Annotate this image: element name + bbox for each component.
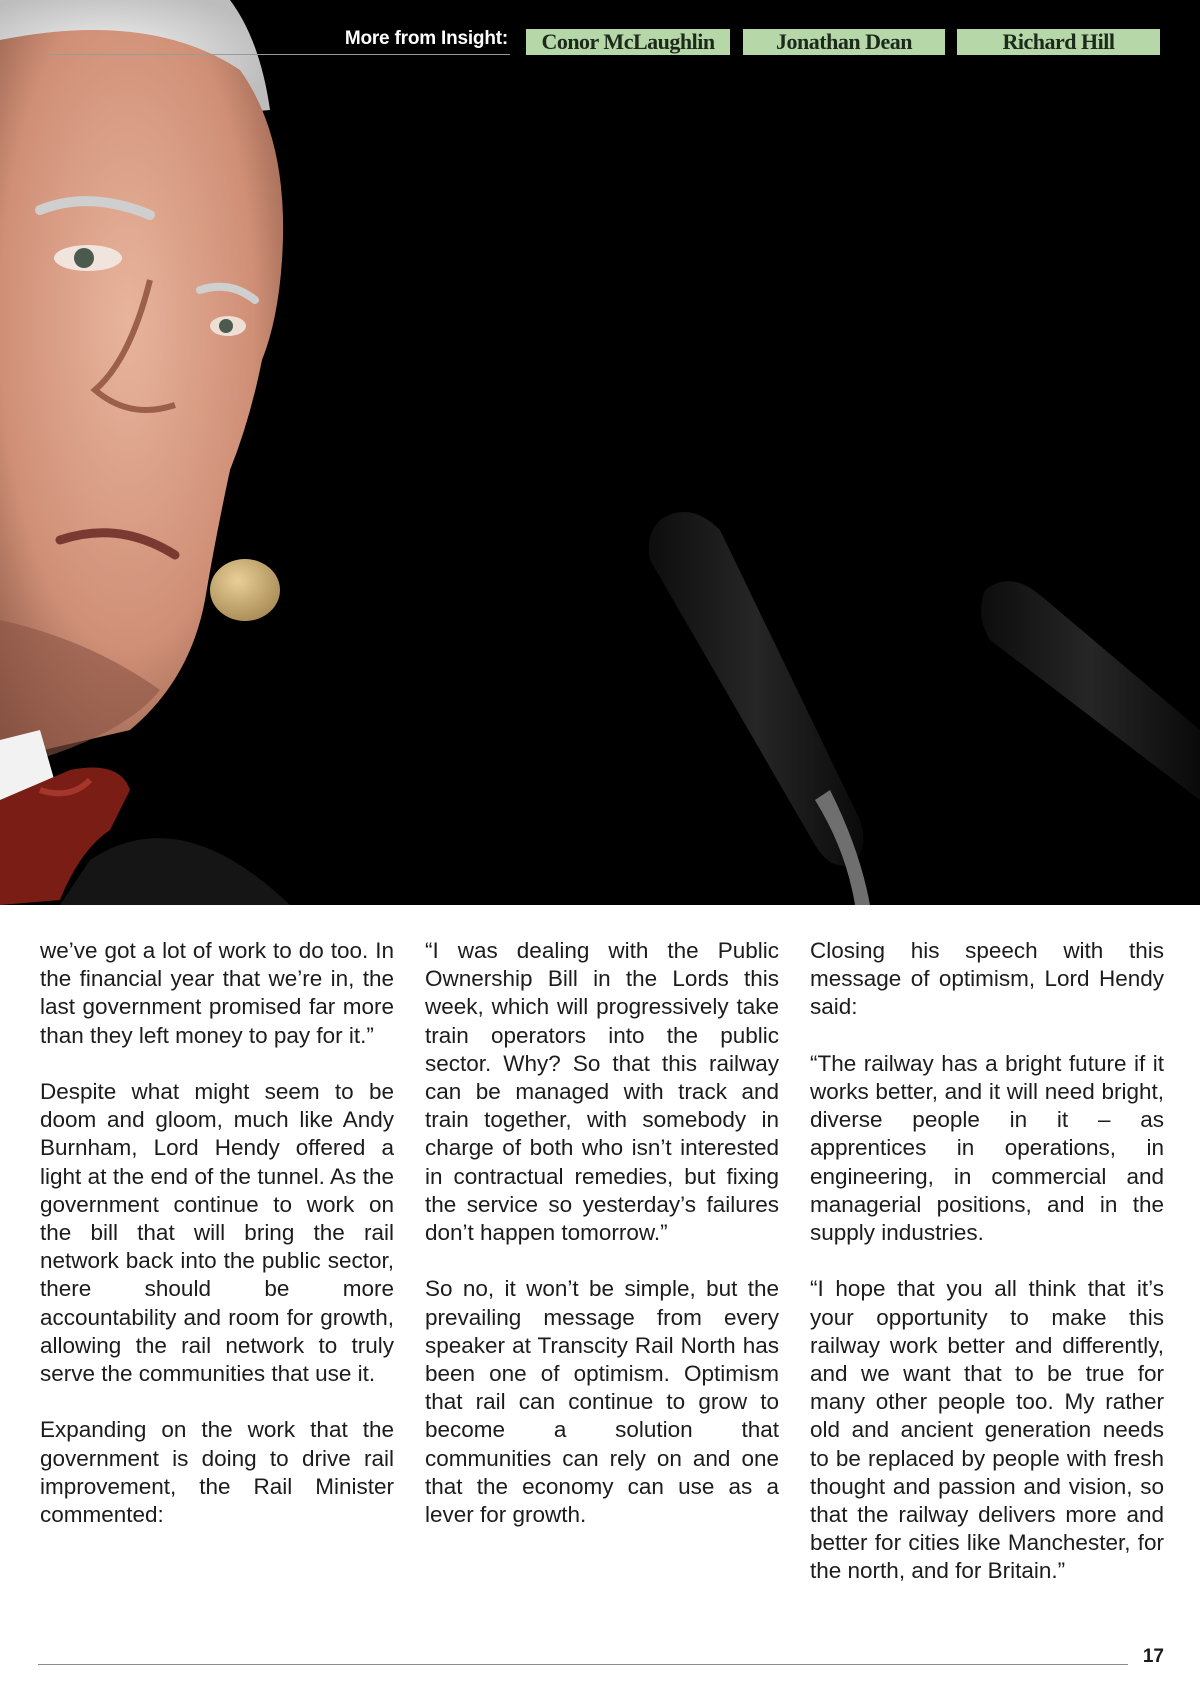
paragraph: “I was dealing with the Public Ownership Bill in the Lords this week, which will progressively take train operators into the public sector. Why? So that this railway can be managed with track and train together, with somebody in charge of both who isn’t interested in contractual remedies, but fixing the service so yesterday’s failures don’t happen tomorrow.”	[425, 938, 779, 1246]
paragraph: “The railway has a bright future if it works better, and it will need bright, diverse people in it – as apprentices in operations, in engineering, in commercial and managerial positions, and in the supply industries.	[810, 1050, 1164, 1246]
article-column-2	[425, 937, 779, 1557]
footer-divider	[38, 1664, 1128, 1665]
paragraph: Despite what might seem to be doom and gloom, much like Andy Burnham, Lord Hendy offered a light at the end of the tunnel. As the government continue to work on the bill that will bring the rail network back into the public sector, there should be more accountability and room for growth, allowing the rail network to truly serve the communities that use it.	[40, 1079, 394, 1387]
nav-divider	[48, 54, 510, 55]
paragraph: we’ve got a lot of work to do too. In the financial year that we’re in, the last government promised far more than they left money to pay for it.”	[40, 938, 394, 1048]
paragraph: So no, it won’t be simple, but the prevailing message from every speaker at Transcity Rail North has been one of optimism. Optimism that rail can continue to grow to become a solution that communities can rely on and one that the economy can use as a lever for growth.	[425, 1276, 779, 1528]
article-column-1	[40, 937, 394, 1557]
more-from-insight-nav	[48, 26, 1160, 56]
paragraph: Expanding on the work that the government is doing to drive rail improvement, the Rail Minister commented:	[40, 1417, 394, 1528]
paragraph: “I hope that you all think that it’s your opportunity to make this railway work better and differently, and we want that to be true for many other people too. My rather old and ancient generation needs to be replaced by people with fresh thought and passion and vision, so that the railway delivers more and better for cities like Manchester, for the north, and for Britain.”	[810, 1276, 1164, 1584]
paragraph: Closing his speech with this message of optimism, Lord Hendy said:	[810, 938, 1164, 1020]
author-link-conor-mclaughlin[interactable]: Conor McLaughlin	[526, 29, 730, 55]
author-link-richard-hill[interactable]: Richard Hill	[957, 29, 1160, 55]
article-column-3	[810, 937, 1164, 1614]
page-number: 17	[1142, 1646, 1164, 1667]
nav-lead-label: More from Insight:	[344, 28, 508, 49]
author-link-jonathan-dean[interactable]: Jonathan Dean	[743, 29, 945, 55]
